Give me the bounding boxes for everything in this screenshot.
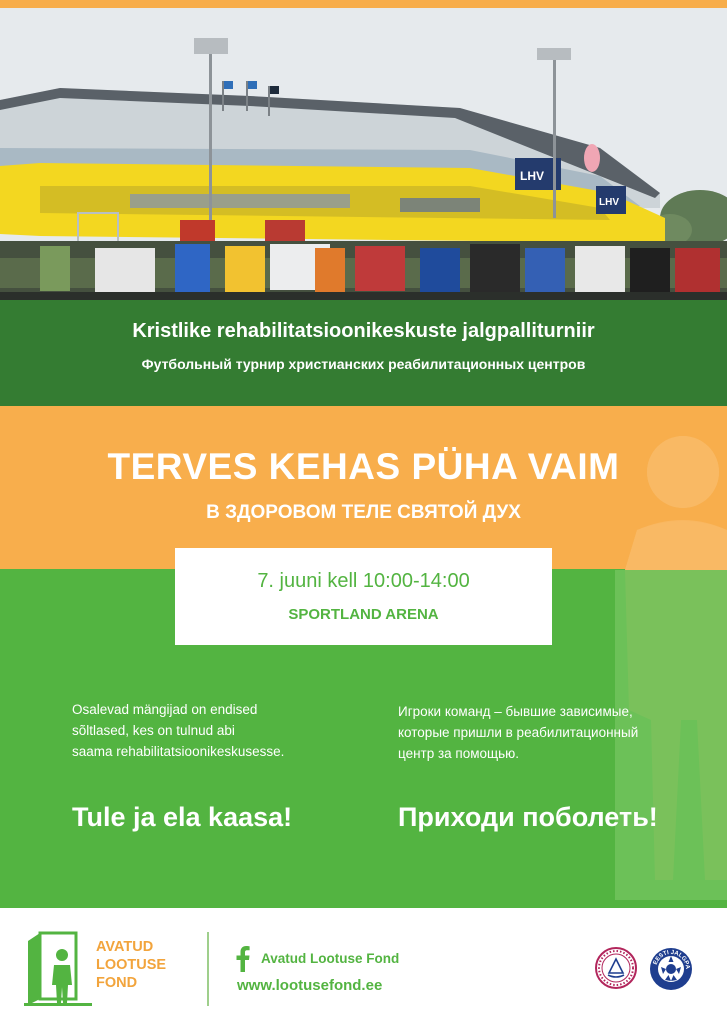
description-ru-line: центр за помощью. [398,746,520,761]
fund-name-line: AVATUD [96,939,154,955]
football-federation-icon [649,947,693,991]
description-et-line: Osalevad mängijad on endised [72,702,258,717]
door-person-logo-icon [24,925,92,1007]
fund-logo-text [96,938,166,992]
description-russian [398,701,638,764]
facebook-link[interactable]: Avatud Lootuse Fond [261,951,400,966]
stadium-photo-illustration [0,8,727,406]
fund-name-line: FOND [96,975,138,991]
svg-text:LHV: LHV [520,169,544,183]
call-to-action-estonian: Tule ja ela kaasa! [72,802,293,832]
players-group [0,241,727,300]
description-ru-line: Игроки команд – бывшие зависимые, [398,704,633,719]
sub-headline: В ЗДОРОВОМ ТЕЛЕ СВЯТОЙ ДУХ [206,502,521,523]
top-accent-strip [0,0,727,8]
federation-seal-text: EESTI JALGPA [652,949,691,970]
event-venue: SPORTLAND ARENA [288,606,439,623]
main-headline: TERVES KEHAS PÜHA VAIM [107,446,620,487]
description-estonian [72,699,284,762]
facebook-icon[interactable] [236,946,250,972]
description-et-line: sõltlased, kes on tulnud abi [72,723,235,738]
event-details-box [175,548,552,645]
caption-estonian: Kristlike rehabilitatsioonikeskuste jalgpalliturniir [132,320,595,342]
svg-text:LHV: LHV [599,197,619,208]
fund-name-line: LOOTUSE [96,957,167,973]
description-et-line: saama rehabilitatsioonikeskusesse. [72,744,285,759]
event-date: 7. juuni kell 10:00-14:00 [257,570,470,592]
hero-photo [0,8,727,406]
call-to-action-russian: Приходи поболеть! [398,802,658,832]
caption-russian: Футбольный турнир христианских реабилитационных центров [141,356,586,372]
description-ru-line: которые пришли в реабилитационный [398,725,639,740]
footer-divider [207,932,209,1006]
seal-emblem-icon [595,947,637,989]
website-link[interactable]: www.lootusefond.ee [237,977,383,994]
